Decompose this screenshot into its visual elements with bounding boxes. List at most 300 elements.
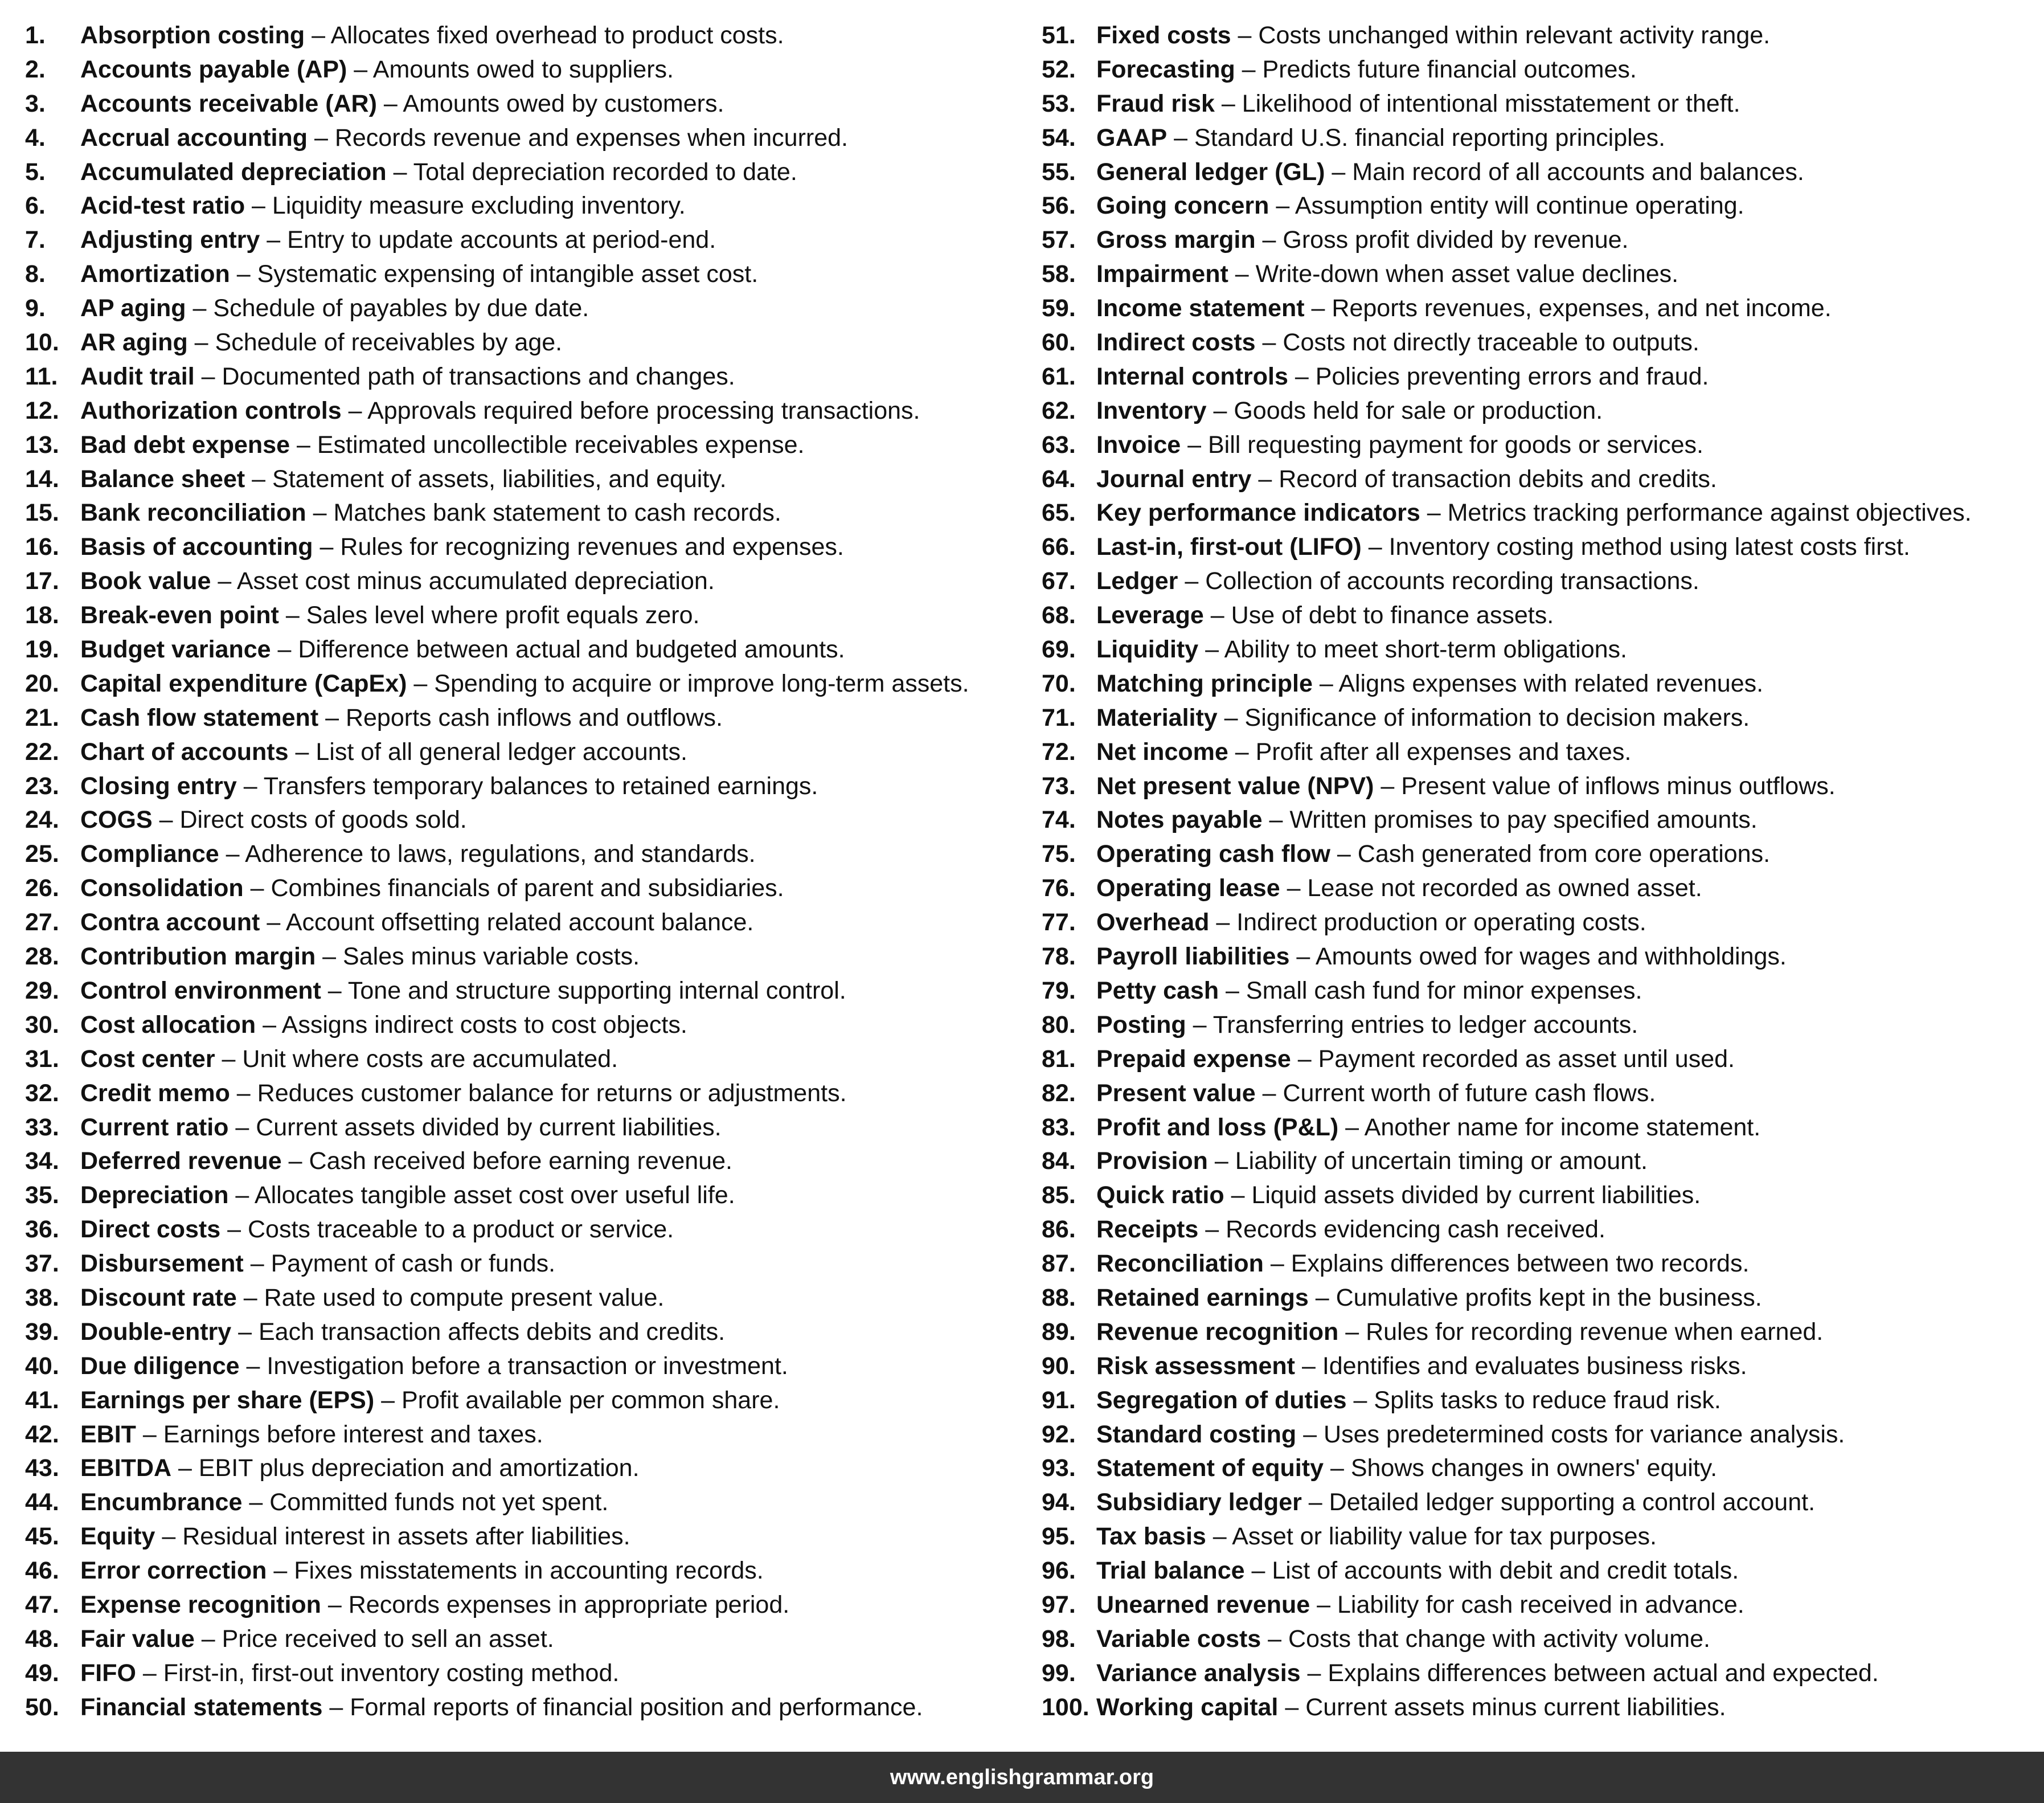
entry-separator: – xyxy=(1304,295,1332,322)
entry-definition: Statement of assets, liabilities, and equity. xyxy=(272,465,727,493)
glossary-entry xyxy=(25,803,1027,837)
entry-number: 7. xyxy=(25,226,46,254)
entry-body xyxy=(80,1144,732,1179)
glossary-entry xyxy=(25,1418,1027,1452)
entry-term: Petty cash xyxy=(1096,976,1219,1004)
entry-term: Accounts payable (AP) xyxy=(80,55,347,83)
entry-number: 12. xyxy=(25,396,59,424)
entry-number: 90. xyxy=(1042,1352,1076,1380)
glossary-entry xyxy=(1042,189,2038,223)
entry-separator: – xyxy=(1420,499,1448,527)
entry-body xyxy=(80,292,589,326)
entry-body xyxy=(80,156,797,190)
entry-definition: Inventory costing method using latest costs first. xyxy=(1388,533,1910,561)
entry-term: Operating cash flow xyxy=(1096,840,1330,868)
entry-separator: – xyxy=(1214,89,1242,117)
entry-body xyxy=(80,1486,608,1520)
entry-number: 66. xyxy=(1042,533,1076,561)
glossary-entry xyxy=(1042,19,2038,53)
entry-term: Liquidity xyxy=(1096,636,1199,664)
entry-number: 48. xyxy=(25,1625,59,1653)
entry-separator: – xyxy=(1198,636,1224,664)
entry-term: Balance sheet xyxy=(80,465,245,493)
entry-body xyxy=(1096,1588,1744,1622)
entry-body xyxy=(80,1315,725,1350)
entry-body xyxy=(1096,1213,1605,1247)
glossary-entry xyxy=(1042,1179,2038,1213)
entry-definition: Liquid assets divided by current liabilities. xyxy=(1251,1181,1701,1209)
entry-definition: Cash generated from core operations. xyxy=(1357,840,1771,868)
entry-body xyxy=(1096,974,1642,1008)
entry-definition: Write-down when asset value declines. xyxy=(1255,260,1679,288)
entry-separator: – xyxy=(230,260,257,288)
entry-separator: – xyxy=(322,1693,350,1721)
glossary-entry xyxy=(25,428,1027,463)
entry-separator: – xyxy=(260,226,288,254)
entry-number: 59. xyxy=(1042,295,1076,322)
glossary-entry xyxy=(1042,496,2038,530)
glossary-entry xyxy=(25,906,1027,940)
entry-body xyxy=(80,1691,923,1725)
glossary-entry xyxy=(25,1520,1027,1554)
entry-number: 65. xyxy=(1042,499,1076,527)
entry-number: 36. xyxy=(25,1216,59,1244)
entry-term: Reconciliation xyxy=(1096,1250,1264,1278)
entry-separator: – xyxy=(1207,1147,1235,1175)
entry-separator: – xyxy=(321,976,348,1004)
glossary-entry xyxy=(1042,1213,2038,1247)
entry-number: 95. xyxy=(1042,1523,1076,1551)
entry-number: 4. xyxy=(25,124,46,152)
entry-definition: Goods held for sale or production. xyxy=(1234,396,1603,424)
entry-number: 46. xyxy=(25,1557,59,1585)
glossary-entry xyxy=(1042,1486,2038,1520)
entry-definition: Metrics tracking performance against objectives. xyxy=(1447,499,1972,527)
glossary-entry xyxy=(1042,53,2038,87)
glossary-entry xyxy=(1042,1350,2038,1384)
entry-body xyxy=(80,428,805,463)
entry-term: Operating lease xyxy=(1096,874,1280,902)
entry-definition: Written promises to pay specified amounts. xyxy=(1289,806,1758,834)
glossary-entry xyxy=(1042,1008,2038,1042)
entry-term: Contribution margin xyxy=(80,943,316,971)
entry-term: Variance analysis xyxy=(1096,1659,1301,1687)
entry-term: Encumbrance xyxy=(80,1489,243,1516)
entry-separator: – xyxy=(155,1523,183,1551)
entry-definition: Cumulative profits kept in the business. xyxy=(1336,1283,1762,1311)
entry-definition: Difference between actual and budgeted amounts. xyxy=(298,636,845,664)
entry-separator: – xyxy=(239,1352,267,1380)
entry-separator: – xyxy=(1346,1386,1374,1414)
entry-term: Indirect costs xyxy=(1096,329,1256,357)
entry-body xyxy=(1096,1042,1735,1077)
glossary-entry xyxy=(25,1042,1027,1077)
entry-separator: – xyxy=(1231,22,1259,49)
entry-separator: – xyxy=(374,1386,402,1414)
entry-term: EBIT xyxy=(80,1420,136,1448)
glossary-entry xyxy=(25,1008,1027,1042)
entry-body xyxy=(1096,360,1709,394)
entry-number: 1. xyxy=(25,22,46,49)
entry-term: Depreciation xyxy=(80,1181,229,1209)
entry-separator: – xyxy=(281,1147,309,1175)
entry-definition: Price received to sell an asset. xyxy=(222,1625,554,1653)
entry-term: Chart of accounts xyxy=(80,738,289,766)
entry-term: AR aging xyxy=(80,329,188,357)
entry-definition: Assigns indirect costs to cost objects. xyxy=(281,1011,687,1039)
entry-separator: – xyxy=(1167,124,1195,152)
entry-definition: Total depreciation recorded to date. xyxy=(413,158,797,186)
entry-term: Accrual accounting xyxy=(80,124,308,152)
entry-body xyxy=(80,770,818,804)
entry-number: 80. xyxy=(1042,1011,1076,1039)
glossary-entry xyxy=(25,189,1027,223)
entry-separator: – xyxy=(1300,1659,1328,1687)
entry-separator: – xyxy=(1178,567,1206,595)
entry-definition: Costs traceable to a product or service. xyxy=(247,1216,674,1244)
entry-number: 15. xyxy=(25,499,59,527)
entry-term: Income statement xyxy=(1096,295,1305,322)
entry-body xyxy=(1096,1008,1638,1042)
entry-number: 64. xyxy=(1042,465,1076,493)
entry-term: Inventory xyxy=(1096,396,1207,424)
entry-body xyxy=(1096,223,1629,257)
entry-number: 8. xyxy=(25,260,46,288)
entry-definition: Reduces customer balance for returns or adjustments. xyxy=(257,1079,847,1107)
entry-separator: – xyxy=(1308,1283,1336,1311)
entry-definition: Costs that change with activity volume. xyxy=(1288,1625,1710,1653)
entry-definition: Adherence to laws, regulations, and standards. xyxy=(245,840,756,868)
entry-term: Absorption costing xyxy=(80,22,305,49)
entry-definition: Standard U.S. financial reporting principles. xyxy=(1194,124,1666,152)
entry-term: Cash flow statement xyxy=(80,704,319,731)
entry-number: 96. xyxy=(1042,1557,1076,1585)
glossary-entry xyxy=(25,1588,1027,1622)
entry-number: 57. xyxy=(1042,226,1076,254)
entry-body xyxy=(80,735,687,770)
glossary-entry xyxy=(1042,292,2038,326)
entry-separator: – xyxy=(230,1079,257,1107)
entry-term: Budget variance xyxy=(80,636,271,664)
glossary-entry xyxy=(25,53,1027,87)
entry-body xyxy=(1096,837,1770,872)
glossary-entry xyxy=(1042,1691,2038,1725)
entry-separator: – xyxy=(228,1113,256,1141)
entry-term: Financial statements xyxy=(80,1693,323,1721)
entry-definition: Uses predetermined costs for variance analysis. xyxy=(1324,1420,1845,1448)
glossary-entry xyxy=(1042,1588,2038,1622)
glossary-entry xyxy=(1042,1247,2038,1281)
glossary-entry xyxy=(25,667,1027,701)
entry-number: 33. xyxy=(25,1113,59,1141)
entry-body xyxy=(1096,394,1603,428)
entry-definition: Combines financials of parent and subsidiaries. xyxy=(271,874,784,902)
entry-body xyxy=(1096,53,1637,87)
entry-definition: Profit available per common share. xyxy=(401,1386,780,1414)
glossary-entry xyxy=(1042,667,2038,701)
entry-separator: – xyxy=(1278,1693,1306,1721)
entry-term: Audit trail xyxy=(80,362,195,390)
entry-number: 60. xyxy=(1042,329,1076,357)
entry-definition: Rate used to compute present value. xyxy=(264,1283,665,1311)
entry-body xyxy=(1096,1622,1710,1657)
entry-body xyxy=(1096,735,1631,770)
entry-body xyxy=(80,837,756,872)
entry-separator: – xyxy=(308,124,335,152)
entry-separator: – xyxy=(1255,329,1283,357)
entry-body xyxy=(80,906,753,940)
entry-separator: – xyxy=(1263,1250,1291,1278)
entry-separator: – xyxy=(1206,1523,1232,1551)
entry-separator: – xyxy=(1255,226,1283,254)
entry-separator: – xyxy=(1262,806,1290,834)
entry-definition: Records expenses in appropriate period. xyxy=(348,1591,790,1618)
entry-definition: Asset or liability value for tax purposes. xyxy=(1232,1523,1657,1551)
entry-separator: – xyxy=(267,1557,294,1585)
entry-number: 21. xyxy=(25,704,59,731)
entry-number: 49. xyxy=(25,1659,59,1687)
entry-definition: List of accounts with debit and credit totals. xyxy=(1272,1557,1739,1585)
entry-number: 47. xyxy=(25,1591,59,1618)
entry-separator: – xyxy=(1338,1113,1365,1141)
entry-body xyxy=(80,463,727,497)
entry-definition: Liability for cash received in advance. xyxy=(1337,1591,1744,1618)
entry-number: 91. xyxy=(1042,1386,1076,1414)
entry-definition: Unit where costs are accumulated. xyxy=(242,1045,618,1073)
entry-number: 45. xyxy=(25,1523,59,1551)
entry-separator: – xyxy=(231,1318,259,1346)
entry-separator: – xyxy=(313,533,341,561)
entry-body xyxy=(1096,189,1744,223)
entry-body xyxy=(80,1281,664,1315)
entry-definition: Committed funds not yet spent. xyxy=(269,1489,609,1516)
entry-number: 71. xyxy=(1042,704,1076,731)
entry-term: Capital expenditure (CapEx) xyxy=(80,669,407,697)
glossary-column-left xyxy=(25,19,1027,1725)
glossary-entry xyxy=(25,1622,1027,1657)
entry-number: 62. xyxy=(1042,396,1076,424)
entry-body xyxy=(1096,1111,1760,1145)
glossary-entry xyxy=(25,292,1027,326)
entry-separator: – xyxy=(316,943,343,971)
entry-number: 83. xyxy=(1042,1113,1076,1141)
glossary-entry xyxy=(25,223,1027,257)
entry-body xyxy=(1096,87,1740,121)
entry-term: FIFO xyxy=(80,1659,136,1687)
entry-separator: – xyxy=(1181,431,1208,459)
entry-separator: – xyxy=(1312,669,1339,697)
entry-body xyxy=(80,121,848,156)
entry-term: Fixed costs xyxy=(1096,22,1231,49)
entry-term: Segregation of duties xyxy=(1096,1386,1347,1414)
glossary-entry xyxy=(25,1077,1027,1111)
entry-number: 74. xyxy=(1042,806,1076,834)
entry-separator: – xyxy=(318,704,346,731)
entry-separator: – xyxy=(1235,55,1263,83)
entry-number: 63. xyxy=(1042,431,1076,459)
entry-body xyxy=(80,19,784,53)
entry-term: Journal entry xyxy=(1096,465,1252,493)
entry-term: Fraud risk xyxy=(1096,89,1215,117)
entry-term: Revenue recognition xyxy=(1096,1318,1339,1346)
entry-term: Book value xyxy=(80,567,211,595)
glossary-entry xyxy=(1042,1657,2038,1691)
entry-body xyxy=(80,872,784,906)
entry-number: 2. xyxy=(25,55,46,83)
entry-separator: – xyxy=(256,1011,282,1039)
entry-definition: Indirect production or operating costs. xyxy=(1236,909,1646,937)
glossary-column-right xyxy=(1042,19,2038,1725)
entry-definition: Current assets minus current liabilities. xyxy=(1305,1693,1726,1721)
entry-term: Invoice xyxy=(1096,431,1181,459)
entry-term: Error correction xyxy=(80,1557,267,1585)
entry-number: 44. xyxy=(25,1489,59,1516)
entry-number: 42. xyxy=(25,1420,59,1448)
entry-definition: Earnings before interest and taxes. xyxy=(163,1420,543,1448)
entry-separator: – xyxy=(1255,1079,1283,1107)
entry-term: Accounts receivable (AR) xyxy=(80,89,377,117)
entry-body xyxy=(80,1213,674,1247)
entry-separator: – xyxy=(1269,192,1295,220)
footer-url[interactable]: www.englishgrammar.org xyxy=(890,1765,1154,1789)
entry-body xyxy=(1096,1077,1656,1111)
entry-number: 24. xyxy=(25,806,59,834)
entry-number: 86. xyxy=(1042,1216,1076,1244)
glossary-entry xyxy=(1042,701,2038,735)
entry-definition: Allocates tangible asset cost over useful life. xyxy=(254,1181,735,1209)
entry-separator: – xyxy=(1228,260,1256,288)
entry-separator: – xyxy=(321,1591,349,1618)
entry-term: Discount rate xyxy=(80,1283,237,1311)
entry-term: Standard costing xyxy=(1096,1420,1297,1448)
entry-number: 34. xyxy=(25,1147,59,1175)
entry-body xyxy=(1096,1179,1701,1213)
glossary-entry xyxy=(1042,156,2038,190)
entry-number: 70. xyxy=(1042,669,1076,697)
glossary-entry xyxy=(25,599,1027,633)
entry-body xyxy=(1096,701,1750,735)
entry-body xyxy=(1096,326,1699,360)
glossary-entry xyxy=(1042,837,2038,872)
glossary-entry xyxy=(25,1315,1027,1350)
entry-definition: Gross profit divided by revenue. xyxy=(1283,226,1629,254)
entry-separator: – xyxy=(1338,1318,1366,1346)
entry-number: 26. xyxy=(25,874,59,902)
entry-definition: Identifies and evaluates business risks. xyxy=(1322,1352,1747,1380)
glossary-entry xyxy=(1042,530,2038,565)
entry-body xyxy=(1096,428,1703,463)
entry-term: COGS xyxy=(80,806,153,834)
entry-number: 82. xyxy=(1042,1079,1076,1107)
entry-definition: Account offsetting related account balance. xyxy=(285,909,754,937)
glossary-entry xyxy=(25,974,1027,1008)
entry-term: Fair value xyxy=(80,1625,195,1653)
entry-definition: Schedule of payables by due date. xyxy=(213,295,589,322)
entry-definition: Allocates fixed overhead to product costs. xyxy=(330,22,784,49)
entry-definition: Reports revenues, expenses, and net income. xyxy=(1332,295,1832,322)
entry-term: Unearned revenue xyxy=(1096,1591,1310,1618)
entry-number: 23. xyxy=(25,772,59,800)
entry-separator: – xyxy=(407,669,435,697)
entry-separator: – xyxy=(290,431,317,459)
entry-number: 9. xyxy=(25,295,46,322)
entry-definition: Fixes misstatements in accounting records. xyxy=(294,1557,764,1585)
entry-number: 78. xyxy=(1042,943,1076,971)
entry-term: Matching principle xyxy=(1096,669,1313,697)
entry-separator: – xyxy=(347,55,373,83)
entry-number: 94. xyxy=(1042,1489,1076,1516)
entry-separator: – xyxy=(1330,840,1358,868)
entry-number: 85. xyxy=(1042,1181,1076,1209)
entry-term: Direct costs xyxy=(80,1216,221,1244)
entry-definition: Splits tasks to reduce fraud risk. xyxy=(1374,1386,1721,1414)
glossary-entry xyxy=(1042,735,2038,770)
entry-term: Key performance indicators xyxy=(1096,499,1420,527)
entry-separator: – xyxy=(278,602,306,629)
entry-separator: – xyxy=(1186,1011,1213,1039)
entry-separator: – xyxy=(187,329,215,357)
entry-body xyxy=(80,1350,788,1384)
glossary-entry xyxy=(25,326,1027,360)
entry-separator: – xyxy=(236,1283,264,1311)
entry-term: Working capital xyxy=(1096,1693,1279,1721)
entry-body xyxy=(80,701,723,735)
entry-body xyxy=(1096,1281,1762,1315)
entry-separator: – xyxy=(271,636,298,664)
entry-number: 67. xyxy=(1042,567,1076,595)
entry-body xyxy=(1096,1247,1749,1281)
entry-body xyxy=(80,599,699,633)
entry-definition: Explains differences between two records. xyxy=(1291,1250,1750,1278)
glossary-entry xyxy=(1042,1554,2038,1588)
glossary-entry xyxy=(25,156,1027,190)
entry-definition: Present value of inflows minus outflows. xyxy=(1401,772,1836,800)
glossary-entry xyxy=(1042,906,2038,940)
glossary-entry xyxy=(25,87,1027,121)
entry-definition: Amounts owed by customers. xyxy=(403,89,724,117)
entry-body xyxy=(80,1452,640,1486)
entry-body xyxy=(1096,257,1678,292)
entry-term: Notes payable xyxy=(1096,806,1263,834)
entry-body xyxy=(80,1077,847,1111)
entry-body xyxy=(80,223,716,257)
entry-body xyxy=(80,394,920,428)
entry-body xyxy=(1096,1315,1823,1350)
entry-number: 92. xyxy=(1042,1420,1076,1448)
entry-separator: – xyxy=(1310,1591,1338,1618)
glossary-entry xyxy=(25,1281,1027,1315)
entry-term: Quick ratio xyxy=(1096,1181,1224,1209)
entry-body xyxy=(1096,803,1758,837)
entry-number: 29. xyxy=(25,976,59,1004)
entry-number: 16. xyxy=(25,533,59,561)
entry-term: Leverage xyxy=(1096,602,1204,629)
glossary-entry xyxy=(1042,394,2038,428)
entry-definition: Explains differences between actual and expected. xyxy=(1328,1659,1879,1687)
glossary-entry xyxy=(25,121,1027,156)
entry-definition: Aligns expenses with related revenues. xyxy=(1338,669,1764,697)
entry-term: Amortization xyxy=(80,260,230,288)
entry-definition: Policies preventing errors and fraud. xyxy=(1315,362,1709,390)
entry-term: Due diligence xyxy=(80,1352,240,1380)
entry-number: 81. xyxy=(1042,1045,1076,1073)
entry-body xyxy=(1096,1418,1845,1452)
glossary-entry xyxy=(25,1657,1027,1691)
entry-term: Ledger xyxy=(1096,567,1178,595)
entry-term: Accumulated depreciation xyxy=(80,158,387,186)
glossary-entry xyxy=(1042,428,2038,463)
entry-definition: Reports cash inflows and outflows. xyxy=(345,704,723,731)
